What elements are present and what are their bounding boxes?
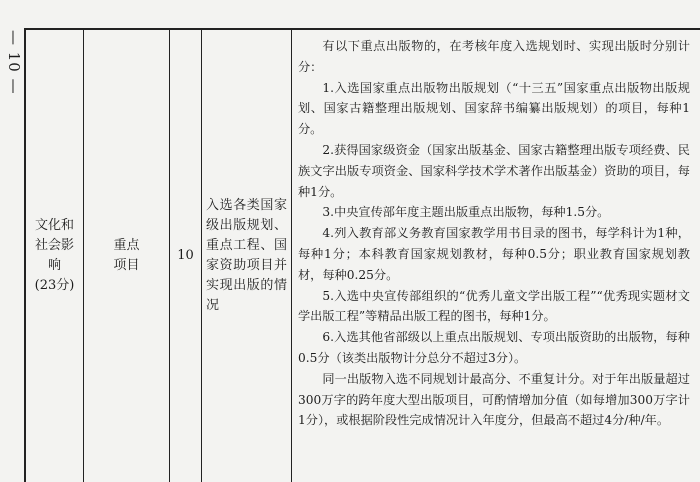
rule-item-5: 5.入选中央宣传部组织的“优秀儿童文学出版工程”“优秀现实题材文学出版工程”等精品出版工程的图书，每种1分。	[298, 288, 690, 324]
rule-item-1: 1.入选国家重点出版物出版规划（“十三五”国家重点出版物出版规划、国家古籍整理出版规划、国家辞书编纂出版规划）的项目，每种1分。	[298, 80, 690, 137]
item-cell	[84, 30, 170, 482]
item-label: 重点项目	[113, 238, 140, 273]
criterion-cell	[202, 30, 292, 482]
category-line: 文化和	[34, 218, 74, 233]
category-line: (23分)	[34, 278, 75, 293]
points-value: 10	[177, 248, 194, 263]
scoring-rules	[298, 36, 690, 431]
page-number: — 10 —	[5, 30, 23, 95]
rule-item-6: 6.入选其他省部级以上重点出版规划、专项出版资助的出版物，每种0.5分（该类出版物计分总分不超过3分）。	[298, 330, 690, 365]
rule-note: 同一出版物入选不同规划计最高分、不重复计分。对于年出版量超过300万字的跨年度大型出版项目，可酌情增加分值（如每增加300万字计1分），或根据阶段性完成情况计入年度分，但最高不超过4分/种/年。	[298, 371, 690, 428]
category-line: 响	[47, 258, 61, 273]
category-line: 社会影	[34, 238, 74, 253]
scoring-cell	[292, 30, 700, 482]
criterion-text: 入选各类国家级出版规划、重点工程、国家资助项目并实现出版的情况	[206, 198, 287, 313]
rule-item-4: 4.列入教育部义务教育国家教学用书目录的图书，每学科计为1种，每种1分；本科教育国家规划教材，每种0.5分；职业教育国家规划教材，每种0.25分。	[298, 226, 690, 282]
rule-item-2: 2.获得国家级资金（国家出版基金、国家古籍整理出版专项经费、民族文字出版专项资金、国家科学技术学术著作出版基金）资助的项目，每种1分。	[298, 142, 690, 199]
rule-item-3: 3.中央宣传部年度主题出版重点出版物，每种1.5分。	[322, 205, 610, 220]
points-cell	[170, 30, 202, 482]
category-cell	[26, 30, 84, 482]
criteria-table	[24, 28, 700, 482]
rule-intro: 有以下重点出版物的，在考核年度入选规划时、实现出版时分别计分：	[298, 39, 690, 74]
